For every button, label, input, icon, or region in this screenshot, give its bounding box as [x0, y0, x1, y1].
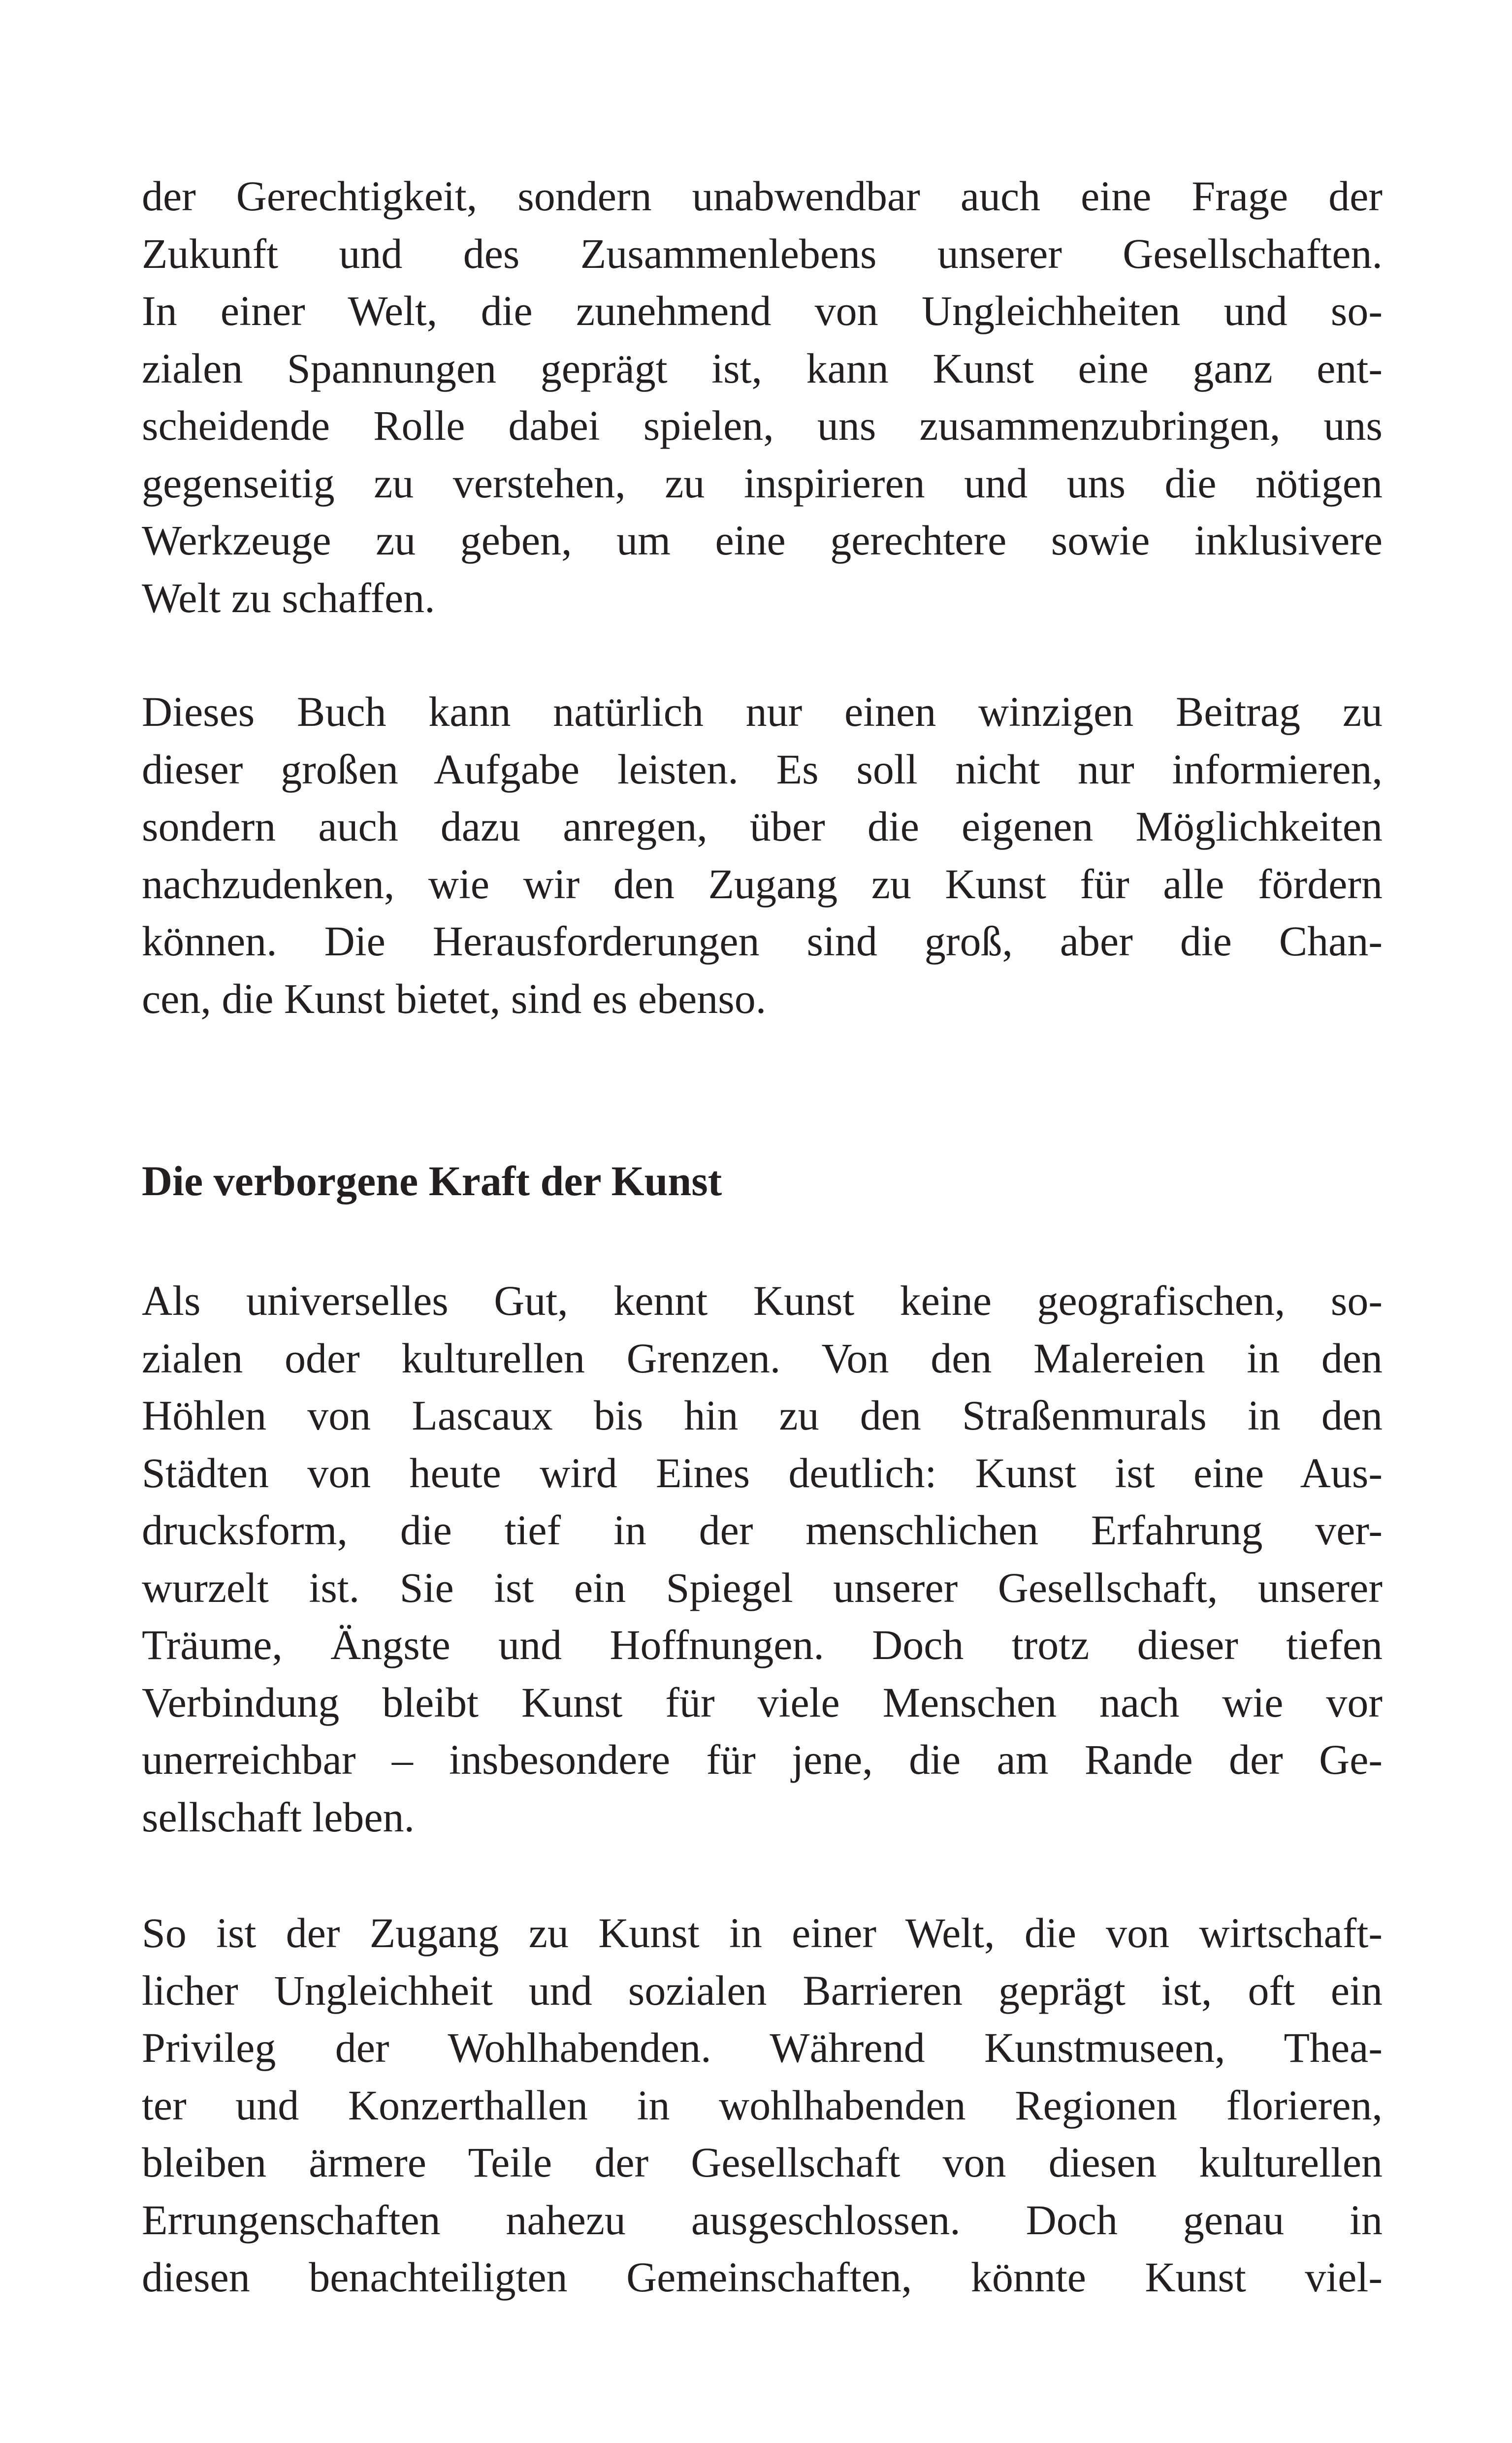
text-line: können. Die Herausforderungen sind groß, aber die Chan- [142, 917, 1383, 965]
text-line: sellschaft leben. [142, 1793, 415, 1841]
text-line: Dieses Buch kann natürlich nur einen winzigen Beitrag zu [142, 688, 1383, 735]
paragraph-justice-future [142, 167, 1383, 626]
text-line: sondern auch dazu anregen, über die eigenen Möglichkeiten [142, 803, 1383, 850]
text-line: gegenseitig zu verstehen, zu inspirieren und uns die nötigen [142, 459, 1383, 507]
text-line: drucksform, die tief in der menschlichen Erfahrung ver- [142, 1506, 1383, 1554]
section-heading: Die verborgene Kraft der Kunst [142, 1157, 722, 1205]
text-line: Träume, Ängste und Hoffnungen. Doch trotz dieser tiefen [142, 1621, 1383, 1668]
text-line: ter und Konzerthallen in wohlhabenden Regionen florieren, [142, 2081, 1383, 2129]
text-line: Privileg der Wohlhabenden. Während Kunstmuseen, Thea- [142, 2024, 1383, 2071]
text-line: bleiben ärmere Teile der Gesellschaft von diesen kulturellen [142, 2139, 1383, 2186]
text-line: wurzelt ist. Sie ist ein Spiegel unserer Gesellschaft, unserer [142, 1564, 1383, 1611]
text-line: licher Ungleichheit und sozialen Barrieren geprägt ist, oft ein [142, 1966, 1383, 2014]
text-line: zialen oder kulturellen Grenzen. Von den Malereien in den [142, 1334, 1383, 1382]
text-line: Welt zu schaffen. [142, 574, 435, 621]
section-heading-block [142, 1152, 1383, 1210]
text-line: dieser großen Aufgabe leisten. Es soll nicht nur informieren, [142, 745, 1383, 793]
text-line: Werkzeuge zu geben, um eine gerechtere sowie inklusivere [142, 517, 1383, 564]
text-line: zialen Spannungen geprägt ist, kann Kunst eine ganz ent- [142, 344, 1383, 392]
text-line: scheidende Rolle dabei spielen, uns zusammenzubringen, uns [142, 402, 1383, 449]
text-line: nachzudenken, wie wir den Zugang zu Kunst für alle fördern [142, 860, 1383, 908]
paragraph-access-privilege [142, 1904, 1383, 2306]
text-line: der Gerechtigkeit, sondern unabwendbar auch eine Frage der [142, 172, 1383, 220]
text-line: Als universelles Gut, kennt Kunst keine geografischen, so- [142, 1277, 1383, 1324]
text-line: In einer Welt, die zunehmend von Ungleichheiten und so- [142, 287, 1383, 334]
text-line: diesen benachteiligten Gemeinschaften, könnte Kunst viel- [142, 2253, 1383, 2301]
paragraph-universal-art [142, 1272, 1383, 1846]
text-line: Städten von heute wird Eines deutlich: Kunst ist eine Aus- [142, 1449, 1383, 1497]
text-line: cen, die Kunst bietet, sind es ebenso. [142, 975, 767, 1022]
paragraph-book-contribution [142, 683, 1383, 1027]
text-line: Höhlen von Lascaux bis hin zu den Straßenmurals in den [142, 1392, 1383, 1439]
text-line: Zukunft und des Zusammenlebens unserer Gesellschaften. [142, 229, 1383, 277]
text-line: Verbindung bleibt Kunst für viele Menschen nach wie vor [142, 1678, 1383, 1726]
text-line: Errungenschaften nahezu ausgeschlossen. Doch genau in [142, 2196, 1383, 2244]
text-line: unerreichbar – insbesondere für jene, die am Rande der Ge- [142, 1736, 1383, 1783]
text-line: So ist der Zugang zu Kunst in einer Welt, die von wirtschaft- [142, 1909, 1383, 1956]
